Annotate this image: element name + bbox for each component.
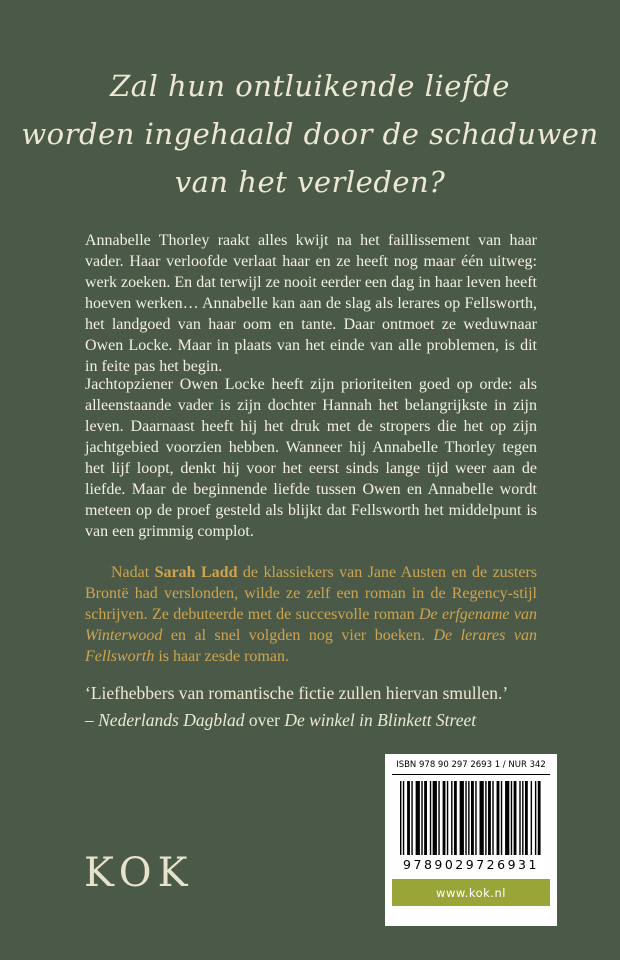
barcode-panel: [385, 754, 557, 926]
isbn-text: ISBN 978 90 297 2693 1 / NUR 342: [392, 760, 550, 775]
tagline-line-3: van het verleden?: [174, 165, 446, 199]
tagline-line-2: worden ingehaald door de schaduwen: [21, 117, 599, 151]
bio-text: is haar zesde roman.: [154, 648, 289, 665]
review-quote-attribution: [85, 707, 545, 734]
cover-tagline: [0, 62, 620, 206]
bio-text: en al snel volgden nog vier boeken.: [162, 627, 434, 644]
publisher-website: www.kok.nl: [392, 879, 550, 906]
book-title-winterwood: De erfgename van Winterwood: [85, 606, 538, 644]
reviewed-work-title: De winkel in Blinkett Street: [284, 710, 477, 730]
author-bio: [85, 562, 537, 667]
book-title-fellsworth: De lerares van Fellsworth: [85, 627, 537, 665]
review-source: Nederlands Dagblad: [98, 710, 245, 730]
publisher-logo: KOK: [84, 850, 194, 896]
tagline-line-1: Zal hun ontluikende liefde: [110, 69, 510, 103]
author-name: Sarah Ladd: [154, 564, 238, 581]
bio-text: de klassiekers van Jane Austen en de zusters Brontë had verslonden, wilde ze zelf een roman in de Regency-stijl schrijven. Ze debuteerde met de succesvolle roman: [85, 564, 537, 623]
attribution-dash: –: [85, 710, 99, 730]
attribution-middle: over: [244, 710, 285, 730]
synopsis-paragraph-2: Jachtopziener Owen Locke heeft zijn prioriteiten goed op orde: als alleenstaande vader is zijn dochter Hannah het belangrijkste in zijn leven. Daarnaast heeft hij het druk met de stropers die het op zijn jachtgebied voorzien hebben. Wanneer hij Annabelle Thorley tegen het lijf loopt, denkt hij voor het eerst sinds lange tijd weer aan de liefde. Maar de beginnende liefde tussen Owen en Annabelle wordt meteen op de proef gesteld als blijkt dat Fellsworth het middelpunt is van een grimmig complot.: [85, 376, 537, 540]
barcode-digits: 9789029726931: [403, 857, 539, 872]
barcode-image: [400, 781, 542, 855]
review-quote: [85, 680, 545, 734]
bio-text: Nadat: [111, 564, 155, 581]
synopsis-paragraph-1: Annabelle Thorley raakt alles kwijt na het faillissement van haar vader. Haar verloofde verlaat haar en ze heeft nog maar één uitweg: werk zoeken. En dat terwijl ze nooit eerder een dag in haar leven heeft hoeven werken… Annabelle kan aan de slag als lerares op Fellsworth, het landgoed van haar oom en tante. Daar ontmoet ze weduwnaar Owen Locke. Maar in plaats van het einde van alle problemen, is dit in feite pas het begin.: [85, 232, 537, 375]
review-quote-text: ‘Liefhebbers van romantische fictie zullen hiervan smullen.’: [85, 683, 509, 703]
